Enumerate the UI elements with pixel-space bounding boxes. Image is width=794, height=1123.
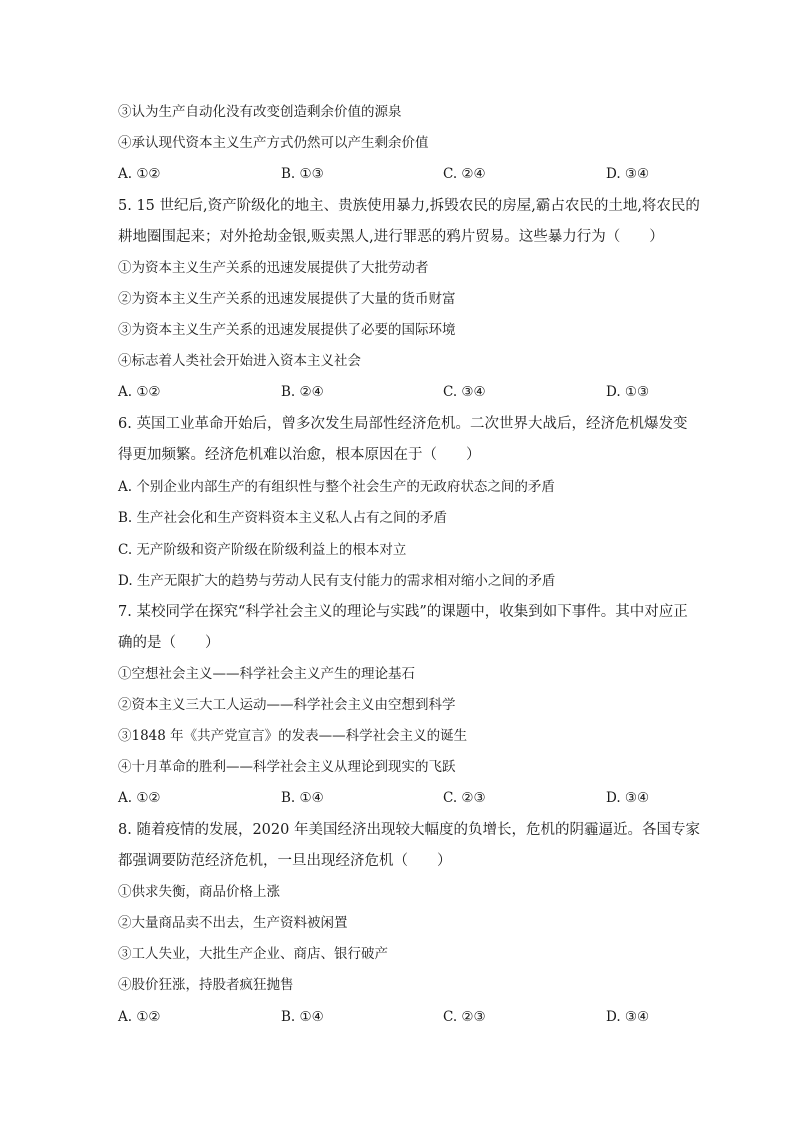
question-6-stem-line-2: 得更加频繁。经济危机难以治愈，根本原因在于（ ） bbox=[118, 447, 481, 463]
option-b: B. ①③ bbox=[281, 166, 324, 182]
question-5-stem-line-2: 耕地圈围起来；对外抢劫金银,贩卖黑人,进行罪恶的鸦片贸易。这些暴力行为（ ） bbox=[118, 229, 664, 245]
option-c: C. ②③ bbox=[443, 1009, 486, 1025]
question-8-stem-line-1: 8. 随着疫情的发展，2020 年美国经济出现较大幅度的负增长，危机的阴霾逼近。各国专家 bbox=[118, 822, 700, 838]
option-a: A. ①② bbox=[118, 1009, 161, 1025]
q7-statement-3: ③1848 年《共产党宣言》的发表——科学社会主义的诞生 bbox=[118, 728, 468, 744]
option-d: D. ①③ bbox=[606, 384, 650, 400]
q8-statement-1: ①供求失衡，商品价格上涨 bbox=[118, 884, 280, 900]
option-d: D. ③④ bbox=[606, 1009, 650, 1025]
option-a: A. ①② bbox=[118, 790, 161, 806]
answer-options-q7 bbox=[118, 788, 678, 808]
option-c: C. ③④ bbox=[443, 384, 486, 400]
q6-choice-c: C. 无产阶级和资产阶级在阶级利益上的根本对立 bbox=[118, 542, 407, 558]
question-6-stem-line-1: 6. 英国工业革命开始后，曾多次发生局部性经济危机。二次世界大战后，经济危机爆发变 bbox=[118, 416, 688, 432]
answer-options-q4 bbox=[118, 164, 678, 184]
q5-statement-2: ②为资本主义生产关系的迅速发展提供了大量的货币财富 bbox=[118, 291, 456, 307]
q7-statement-1: ①空想社会主义——科学社会主义产生的理论基石 bbox=[118, 666, 415, 682]
option-a: A. ①② bbox=[118, 384, 161, 400]
answer-options-q8 bbox=[118, 1007, 678, 1027]
option-c: C. ②③ bbox=[443, 790, 486, 806]
q7-statement-2: ②资本主义三大工人运动——科学社会主义由空想到科学 bbox=[118, 697, 456, 713]
q6-choice-a: A. 个别企业内部生产的有组织性与整个社会生产的无政府状态之间的矛盾 bbox=[118, 479, 555, 495]
q6-choice-d: D. 生产无限扩大的趋势与劳动人民有支付能力的需求相对缩小之间的矛盾 bbox=[118, 573, 556, 589]
q8-statement-4: ④股价狂涨，持股者疯狂抛售 bbox=[118, 977, 294, 993]
question-8-stem-line-2: 都强调要防范经济危机，一旦出现经济危机（ ） bbox=[118, 853, 452, 869]
question-5-stem-line-1: 5. 15 世纪后,资产阶级化的地主、贵族使用暴力,拆毁农民的房屋,霸占农民的土地,将农民的 bbox=[118, 198, 700, 214]
q6-choice-b: B. 生产社会化和生产资料资本主义私人占有之间的矛盾 bbox=[118, 510, 448, 526]
q8-statement-2: ②大量商品卖不出去，生产资料被闲置 bbox=[118, 915, 348, 931]
option-b: B. ②④ bbox=[281, 384, 324, 400]
q5-statement-4: ④标志着人类社会开始进入资本主义社会 bbox=[118, 353, 361, 369]
question-7-stem-line-1: 7. 某校同学在探究“科学社会主义的理论与实践”的课题中，收集到如下事件。其中对应正 bbox=[118, 604, 688, 620]
answer-options-q5 bbox=[118, 382, 678, 402]
statement-3: ③认为生产自动化没有改变创造剩余价值的源泉 bbox=[118, 104, 402, 120]
option-a: A. ①② bbox=[118, 166, 161, 182]
q7-statement-4: ④十月革命的胜利——科学社会主义从理论到现实的飞跃 bbox=[118, 759, 456, 775]
q8-statement-3: ③工人失业，大批生产企业、商店、银行破产 bbox=[118, 946, 388, 962]
q5-statement-1: ①为资本主义生产关系的迅速发展提供了大批劳动者 bbox=[118, 260, 429, 276]
option-b: B. ①④ bbox=[281, 1009, 324, 1025]
option-b: B. ①④ bbox=[281, 790, 324, 806]
statement-4: ④承认现代资本主义生产方式仍然可以产生剩余价值 bbox=[118, 135, 429, 151]
option-d: D. ③④ bbox=[606, 166, 650, 182]
option-c: C. ②④ bbox=[443, 166, 486, 182]
option-d: D. ③④ bbox=[606, 790, 650, 806]
question-7-stem-line-2: 确的是（ ） bbox=[118, 635, 220, 651]
q5-statement-3: ③为资本主义生产关系的迅速发展提供了必要的国际环境 bbox=[118, 322, 456, 338]
